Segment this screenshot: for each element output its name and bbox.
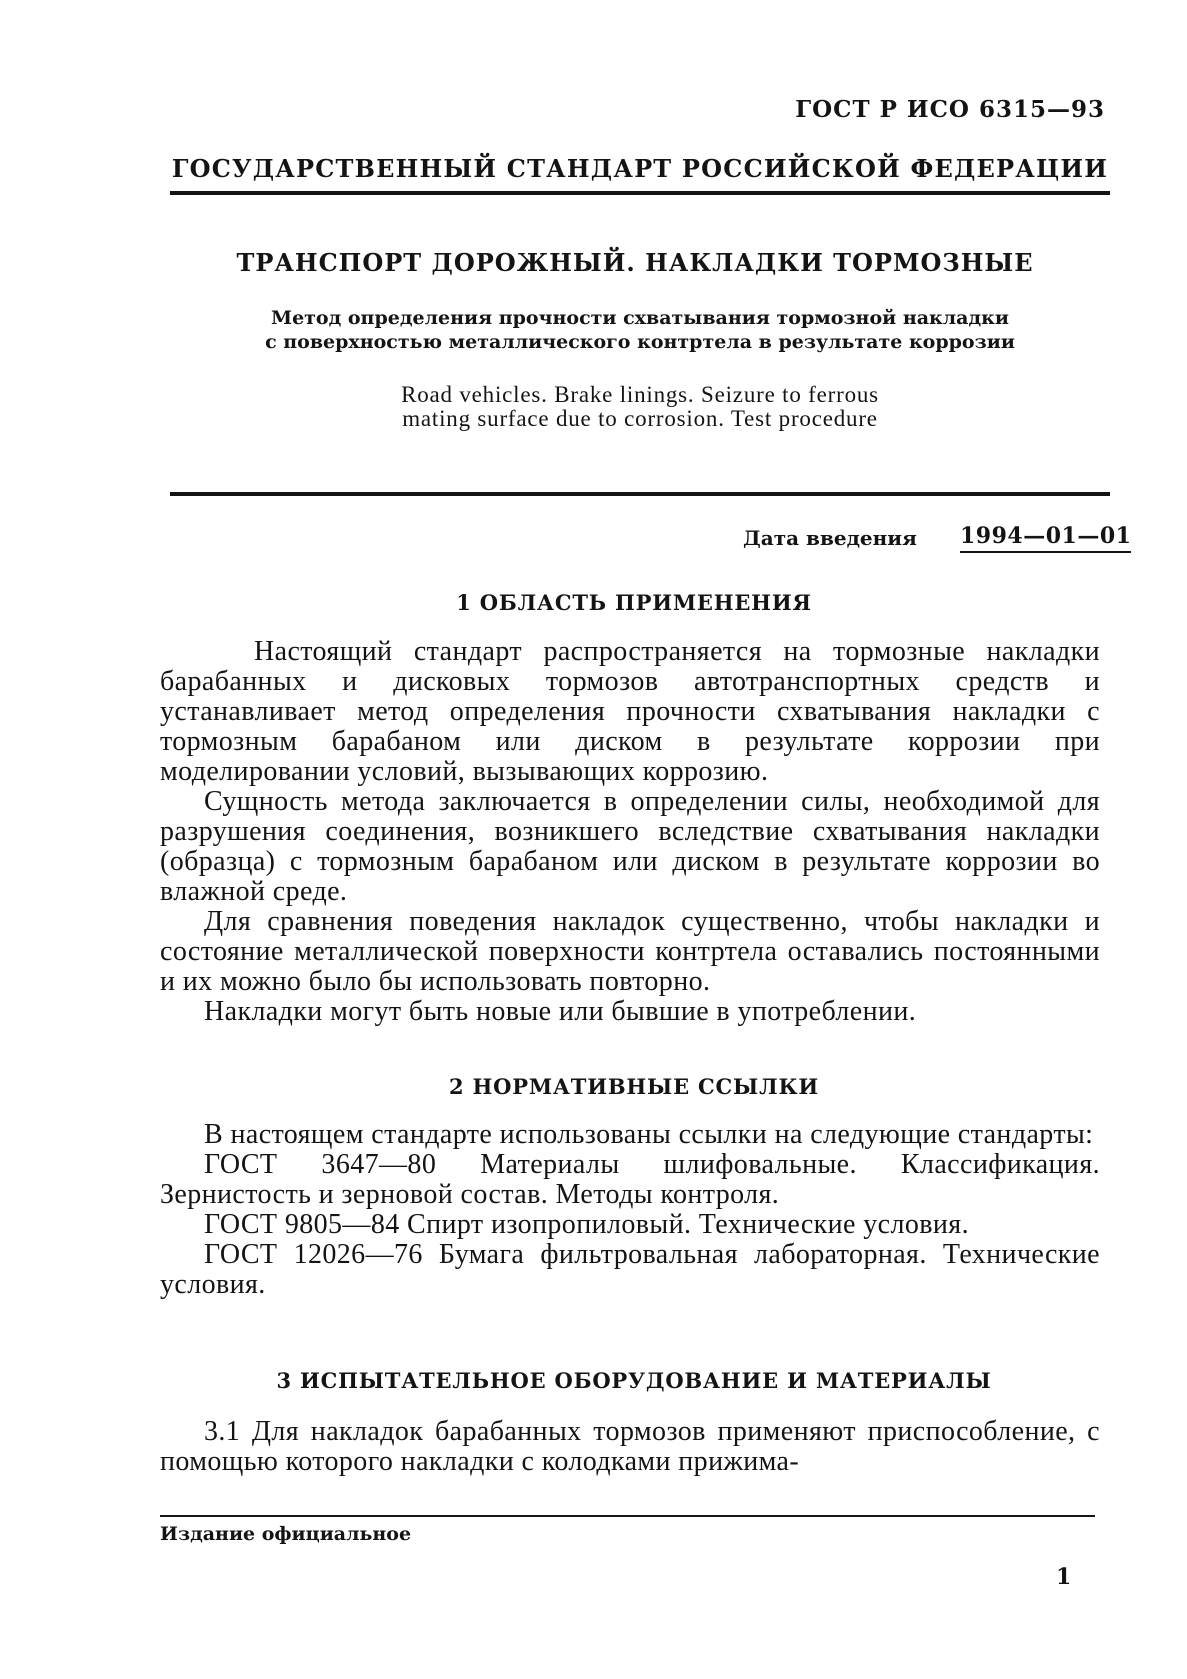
paragraph: Для сравнения поведения накладок существенно, чтобы накладки и состояние металлической поверхности контртела оставались постоянными и их можно было бы использовать повторно.	[160, 906, 1100, 997]
section-2-body	[160, 1120, 1100, 1300]
intro-date-value: 1994—01—01	[960, 523, 1131, 553]
document-code: ГОСТ Р ИСО 6315—93	[795, 96, 1105, 123]
english-title	[170, 383, 1110, 431]
reference-item: ГОСТ 3647—80 Материалы шлифовальные. Классификация. Зернистость и зерновой состав. Методы контроля.	[160, 1149, 1100, 1210]
page-number: 1	[1056, 1564, 1072, 1590]
english-title-line-1: Road vehicles. Brake linings. Seizure to ferrous	[401, 382, 879, 407]
paragraph: В настоящем стандарте использованы ссылки на следующие стандарты:	[204, 1119, 1094, 1150]
reference-item: ГОСТ 12026—76 Бумага фильтровальная лабораторная. Технические условия.	[160, 1239, 1100, 1300]
title-rule	[170, 492, 1110, 496]
header-rule	[170, 191, 1110, 195]
english-title-line-2: mating surface due to corrosion. Test procedure	[402, 406, 878, 431]
edition-note: Издание официальное	[160, 1523, 412, 1545]
intro-date-label: Дата введения	[743, 526, 917, 550]
section-1-title: 1 ОБЛАСТЬ ПРИМЕНЕНИЯ	[456, 590, 812, 615]
section-1-body	[160, 637, 1100, 1027]
section-3-title: 3 ИСПЫТАТЕЛЬНОЕ ОБОРУДОВАНИЕ И МАТЕРИАЛЫ	[276, 1368, 992, 1393]
subtitle-line-2: с поверхностью металлического контртела в результате коррозии	[265, 331, 1015, 353]
paragraph: 3.1 Для накладок барабанных тормозов применяют приспособление, с помощью которого накладки с колодками прижима-	[160, 1416, 1100, 1477]
section-3-body	[160, 1417, 1100, 1477]
reference-item: ГОСТ 9805—84 Спирт изопропиловый. Технические условия.	[204, 1209, 969, 1240]
document-subtitle	[170, 306, 1110, 354]
paragraph: Накладки могут быть новые или бывшие в употреблении.	[204, 996, 917, 1027]
subtitle-line-1: Метод определения прочности схватывания тормозной накладки	[271, 307, 1009, 329]
section-2-title: 2 НОРМАТИВНЫЕ ССЫЛКИ	[449, 1074, 819, 1099]
paragraph: Настоящий стандарт распространяется на тормозные накладки барабанных и дисковых тормозов автотранспортных средств и устанавливает метод определения прочности схватывания накладки с тормозным барабаном или диском в результате коррозии при моделировании условий, вызывающих коррозию.	[160, 636, 1100, 787]
footer-rule	[160, 1515, 1095, 1517]
state-standard-title: ГОСУДАРСТВЕННЫЙ СТАНДАРТ РОССИЙСКОЙ ФЕДЕРАЦИИ	[171, 154, 1109, 183]
paragraph: Сущность метода заключается в определении силы, необходимой для разрушения соединения, возникшего вследствие схватывания накладки (образца) с тормозным барабаном или диском в результате коррозии во влажной среде.	[160, 786, 1100, 907]
document-title: ТРАНСПОРТ ДОРОЖНЫЙ. НАКЛАДКИ ТОРМОЗНЫЕ	[236, 248, 1034, 277]
